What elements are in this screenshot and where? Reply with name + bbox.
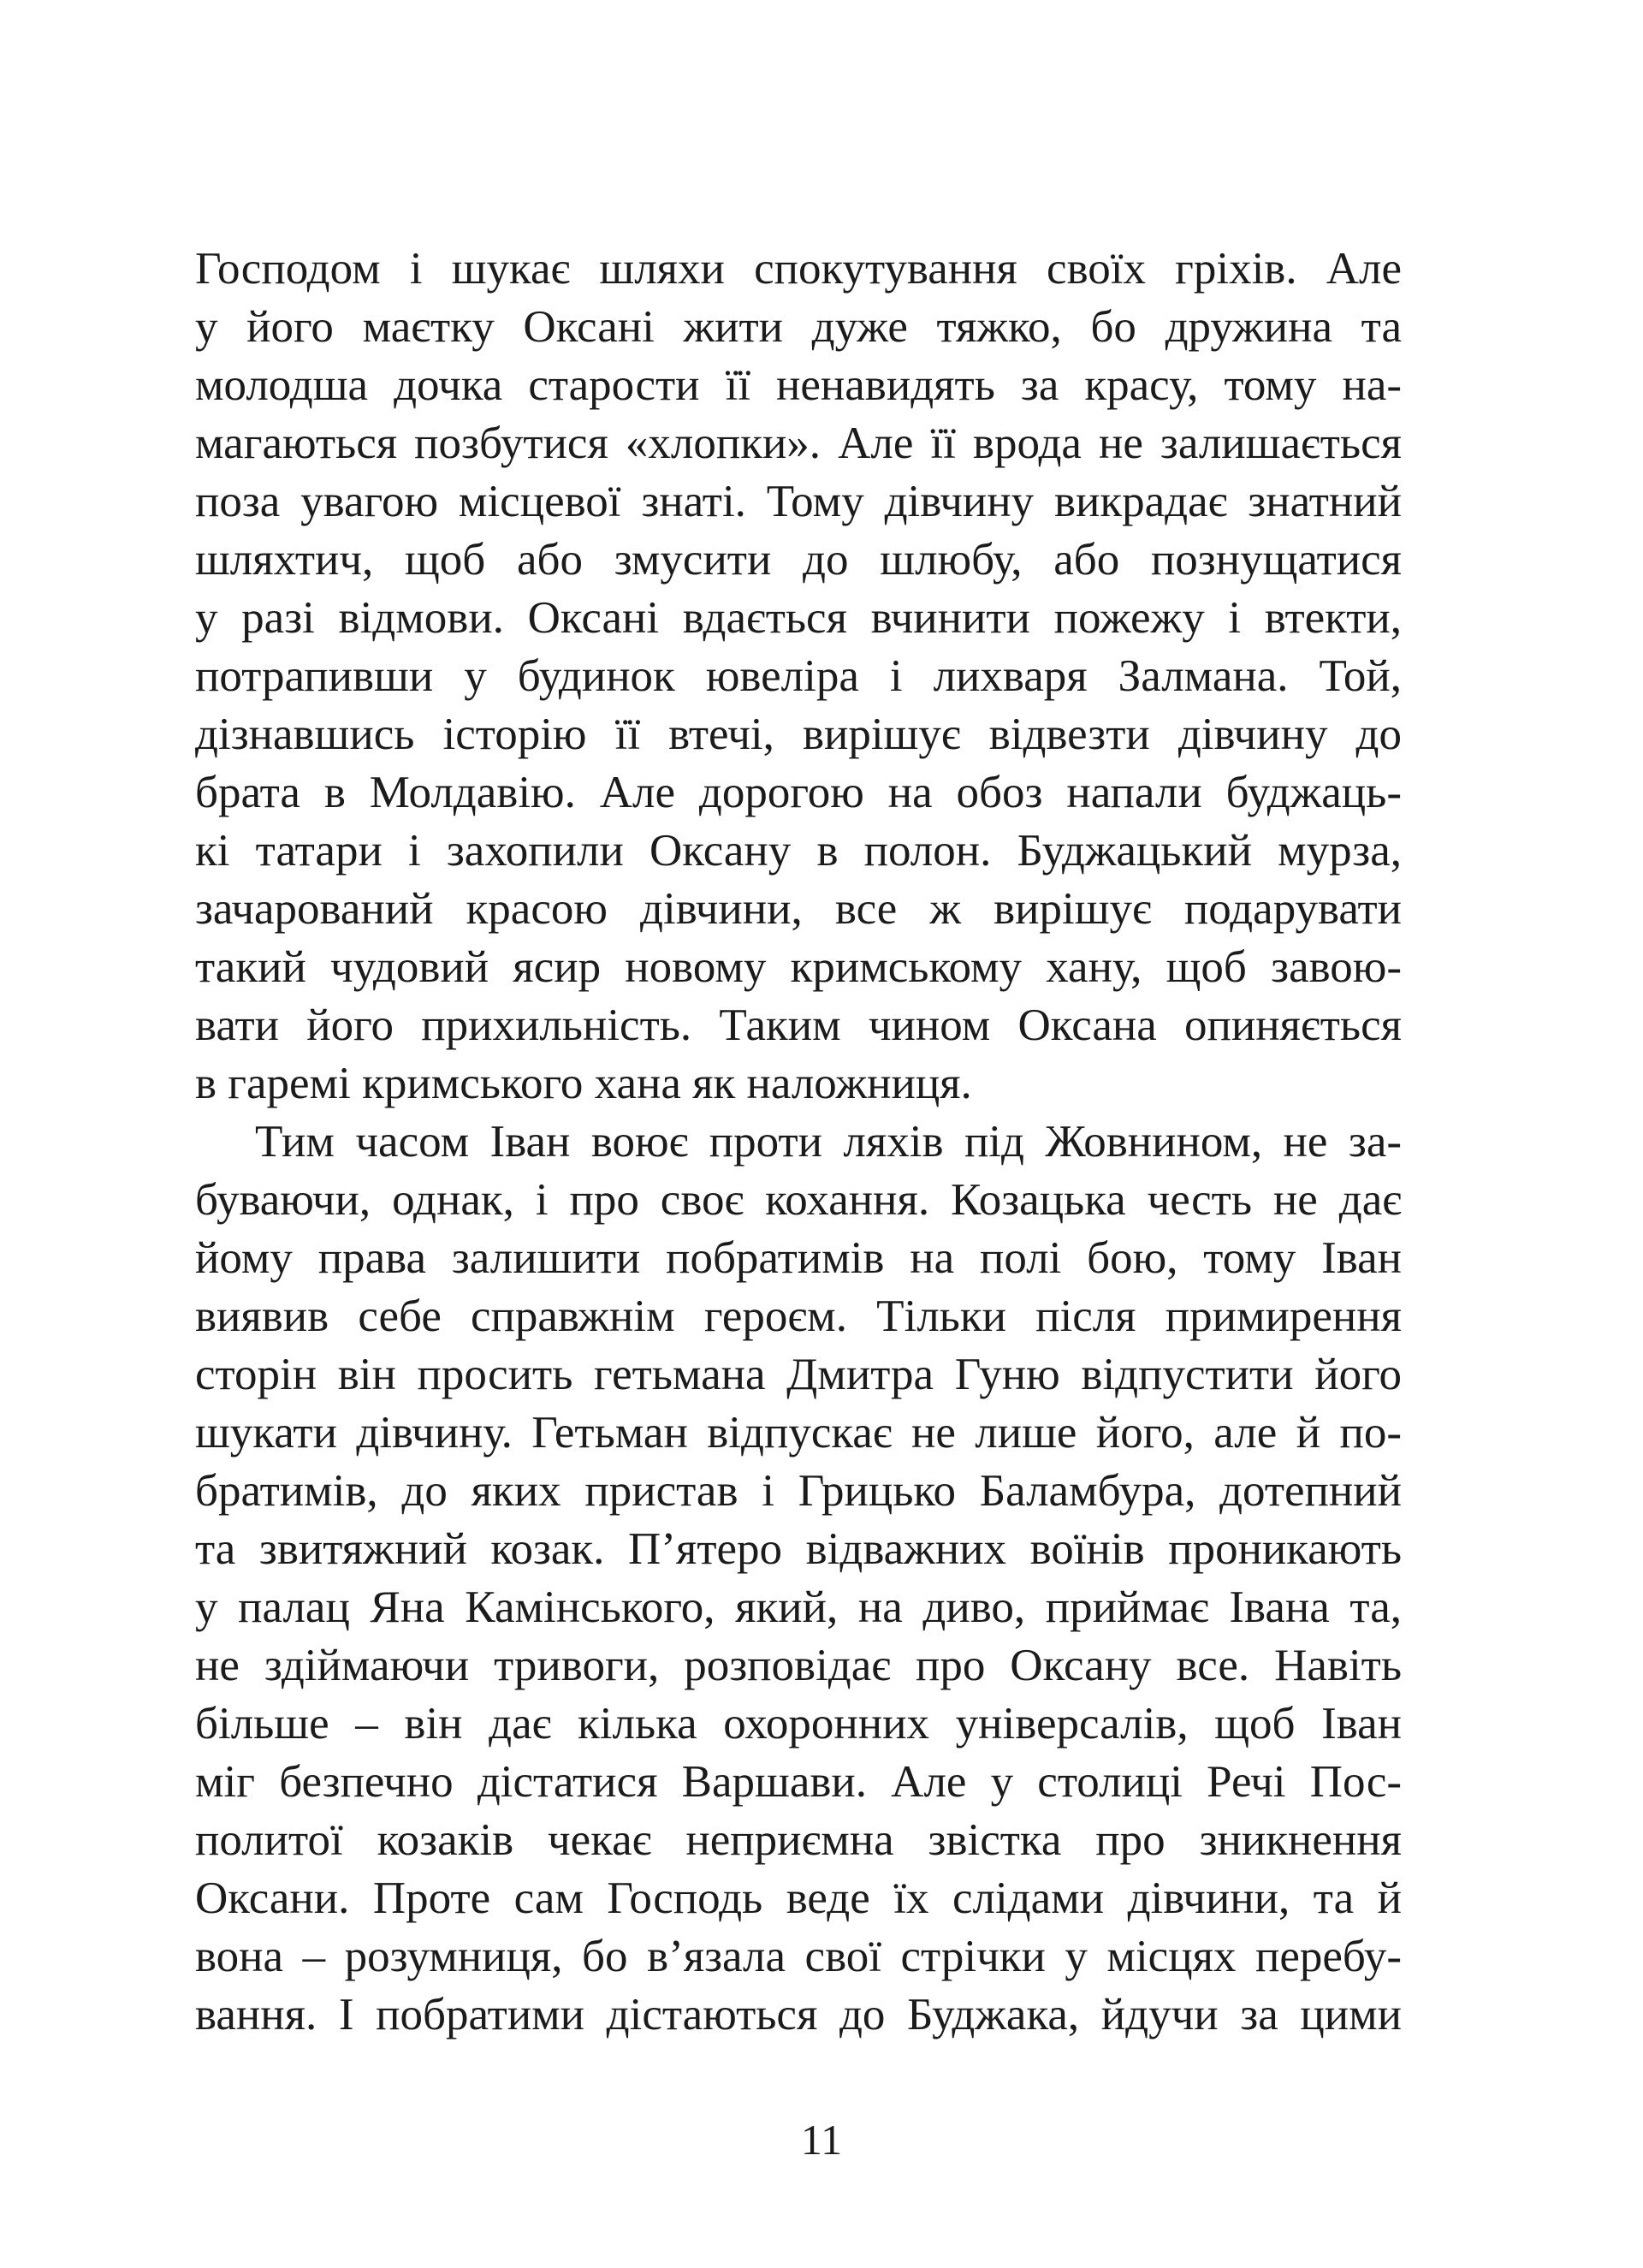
text-line: у палац Яна Камінського, який, на диво, приймає Івана та, — [195, 1582, 1402, 1632]
text-line: вона – розумниця, бо в’язала свої стрічки у місцях перебу- — [195, 1932, 1402, 1981]
text-line: братимів, до яких пристав і Грицько Баламбура, дотепний — [195, 1466, 1402, 1516]
text-line: сторін він просить гетьмана Дмитра Гуню відпустити його — [195, 1350, 1402, 1399]
text-line: та звитяжний козак. П’ятеро відважних воїнів проникають — [195, 1524, 1402, 1574]
text-line: шукати дівчину. Гетьман відпускає не лише його, але й по- — [195, 1408, 1402, 1458]
text-line: у його маєтку Оксані жити дуже тяжко, бо дружина та — [195, 302, 1402, 352]
text-line: такий чудовий ясир новому кримському хану, щоб завою- — [195, 942, 1402, 992]
text-line: политої козаків чекає неприємна звістка про зникнення — [195, 1815, 1402, 1865]
text-line: молодша дочка старости її ненавидять за красу, тому на- — [195, 360, 1402, 410]
text-line: магаються позбутися «хлопки». Але її врода не залишається — [195, 419, 1402, 468]
text-line: у разі відмови. Оксані вдається вчинити пожежу і втекти, — [195, 593, 1402, 643]
text-line: виявив себе справжнім героєм. Тільки після примирення — [195, 1291, 1402, 1341]
text-line: зачарований красою дівчини, все ж вирішує подарувати — [195, 884, 1402, 934]
text-line-paragraph-start: Тим часом Іван воює проти ляхів під Жовнином, не за- — [255, 1117, 1402, 1167]
text-line: поза увагою місцевої знаті. Тому дівчину викрадає знатний — [195, 477, 1402, 526]
text-line: дізнавшись історію її втечі, вирішує відвезти дівчину до — [195, 709, 1402, 759]
text-line: буваючи, однак, і про своє кохання. Козацька честь не дає — [195, 1175, 1402, 1225]
body-text — [195, 240, 1402, 2044]
text-line: вати його прихильність. Таким чином Оксана опиняється — [195, 1000, 1402, 1050]
text-line: не здіймаючи тривоги, розповідає про Оксану все. Навіть — [195, 1641, 1402, 1690]
text-line-paragraph-end: в гаремі кримського хана як наложниця. — [195, 1059, 972, 1108]
text-line: міг безпечно дістатися Варшави. Але у столиці Речі Пос- — [195, 1757, 1402, 1807]
text-line: Оксани. Проте сам Господь веде їх слідами дівчини, та й — [195, 1873, 1402, 1923]
text-line: кі татари і захопили Оксану в полон. Буджацький мурза, — [195, 826, 1402, 876]
text-line: Господом і шукає шляхи спокутування своїх гріхів. Але — [195, 244, 1402, 294]
text-line: брата в Молдавію. Але дорогою на обоз напали буджаць- — [195, 768, 1402, 817]
text-line: вання. І побратими дістаються до Буджака, йдучи за цими — [195, 1990, 1402, 2039]
text-line: більше – він дає кілька охоронних універсалів, щоб Іван — [195, 1699, 1402, 1748]
text-line: потрапивши у будинок ювеліра і лихваря Залмана. Той, — [195, 651, 1402, 701]
text-line: шляхтич, щоб або змусити до шлюбу, або познущатися — [195, 535, 1402, 585]
text-line: йому права залишити побратимів на полі бою, тому Іван — [195, 1233, 1402, 1283]
page-number: 11 — [800, 2116, 843, 2164]
